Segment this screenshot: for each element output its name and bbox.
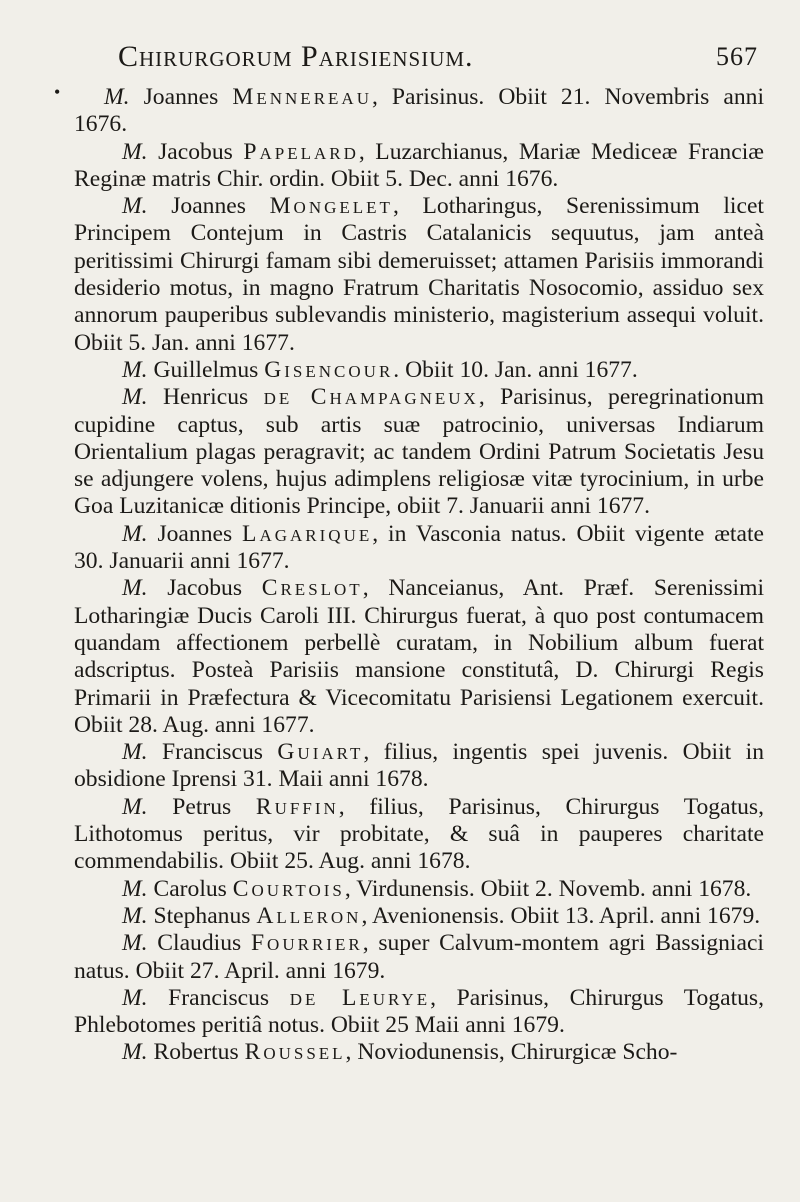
entry-mennereau: M. Joannes Mennereau, Parisinus. Obiit 21. Novembris anni 1676. <box>74 84 764 138</box>
running-title: Chirurgorum Parisiensium. <box>118 40 474 73</box>
entry-leurye: M. Franciscus de Leurye, Parisinus, Chirurgus Togatus, Phlebotomes peritiâ notus. Obiit 25 Maii anni 1679. <box>74 984 765 1039</box>
entry-creslot: M. Jacobus Creslot, Nanceianus, Ant. Præf. Serenissimi Lotharingiæ Ducis Caroli III. Chirurgus fuerat, à quo post contumacem quandam affectionem perbellè curatam, in Nobilium album fuerat adscriptus. Posteà Parisiis mansione constitutâ, D. Chirurgi Regis Primarii in Præfectura & Vicecomitatu Parisiensi Legationem exercuit. Obiit 28. Aug. anni 1677. <box>74 575 764 738</box>
entry-guiart: M. Franciscus Guiart, filius, ingentis spei juvenis. Obiit in obsidione Iprensi 31. Maii anni 1678. <box>74 739 764 793</box>
entry-mongelet: M. Joannes Mongelet, Lotharingus, Serenissimum licet Principem Contejum in Castris Catalanicis sequutus, jam anteà peritissimi Chirurgi famam sibi demeruisset; attamen Parisiis immorandi desiderio motus, in magno Fratrum Charitatis Nosocomio, assiduo sex annorum pauperibus sublevandis ministerio, magisterium assequi voluit. Obiit 5. Jan. anni 1677. <box>74 193 764 356</box>
entry-champagneux: M. Henricus de Champagneux, Parisinus, peregrinationum cupidine captus, sub artis suæ patrocinio, universas Indiarum Orientalium plagas peragravit; ac tandem Ordini Patrum Societatis Jesu se adjungere volens, hujus adimplens religiosæ vitæ tyrocinium, in urbe Goa Luzitanicæ ditionis Principe, obiit 7. Januarii anni 1677. <box>74 384 764 520</box>
entry-lagarique: M. Joannes Lagarique, in Vasconia natus. Obiit vigente ætate 30. Januarii anni 1677. <box>74 520 764 575</box>
entry-ruffin: M. Petrus Ruffin, filius, Parisinus, Chirurgus Togatus, Lithotomus peritus, vir probitate, & suâ in pauperes charitate commendabilis. Obiit 25. Aug. anni 1678. <box>74 793 765 875</box>
text-body <box>74 84 764 1067</box>
entry-papelard: M. Jacobus Papelard, Luzarchianus, Mariæ Mediceæ Franciæ Reginæ matris Chir. ordin. Obiit 5. Dec. anni 1676. <box>74 138 764 192</box>
bullet-mark-icon: • <box>54 82 61 102</box>
entry-alleron: M. Stephanus Alleron, Avenionensis. Obiit 13. April. anni 1679. <box>122 902 761 929</box>
running-header <box>118 40 758 80</box>
entry-roussel: M. Robertus Roussel, Noviodunensis, Chirurgicæ Scho- <box>122 1039 678 1066</box>
entry-fourrier: M. Claudius Fourrier, super Calvum-montem agri Bassigniaci natus. Obiit 27. April. anni 1679. <box>74 930 764 984</box>
entry-courtois: M. Carolus Courtois, Virdunensis. Obiit 2. Novemb. anni 1678. <box>122 875 752 902</box>
page-number: 567 <box>716 42 758 71</box>
entry-gisencour: M. Guillelmus Gisencour. Obiit 10. Jan. anni 1677. <box>122 356 638 383</box>
